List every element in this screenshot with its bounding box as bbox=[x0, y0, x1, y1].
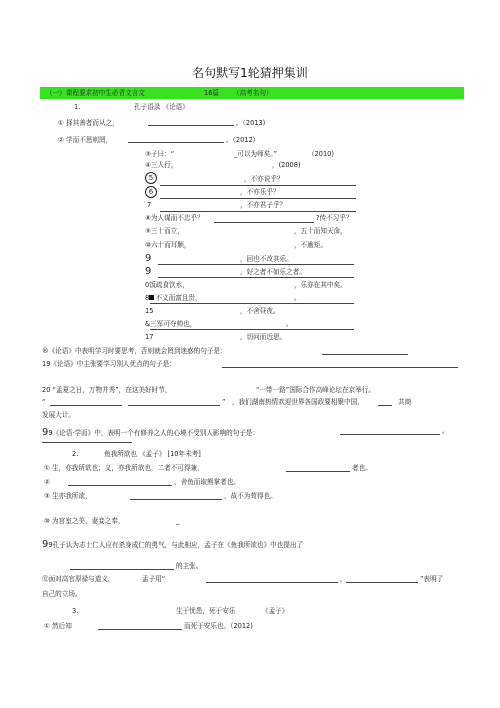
item-number: 17 bbox=[145, 333, 154, 341]
blank-line bbox=[128, 405, 220, 406]
item-text: ⑩六十而耳顺， bbox=[145, 241, 191, 249]
item-text: 。（2012) bbox=[226, 136, 256, 144]
blank-line bbox=[340, 434, 440, 435]
blank-line bbox=[322, 354, 408, 355]
item-text: ，切问而近思。 bbox=[240, 333, 287, 341]
item-number: 9 bbox=[145, 253, 152, 264]
item-text: 0饭疏食饮水， bbox=[145, 281, 189, 289]
item-text: 而死于安乐也。（2012) bbox=[184, 622, 253, 630]
blank-line bbox=[346, 582, 418, 583]
question-text: “ bbox=[42, 398, 46, 406]
item-text: ，舍鱼而取熊掌者也。 bbox=[174, 478, 240, 486]
question-text: 99《论语·学而》中，表明一个有修养之人的心境不受别人影响的句子是： bbox=[42, 427, 260, 438]
item-text: &三军可夺帅也， bbox=[145, 320, 197, 328]
item-text: ，不亦乐乎？ bbox=[240, 188, 280, 196]
blank-line bbox=[206, 582, 338, 583]
question-text: ” bbox=[222, 398, 226, 406]
item-number: 5 bbox=[145, 172, 157, 184]
item-text: ?传不习乎？ bbox=[316, 214, 353, 222]
section-number: 1. bbox=[74, 103, 81, 111]
item-text: ，不逾矩。 bbox=[294, 241, 327, 249]
blank-line bbox=[150, 303, 354, 304]
blank-line bbox=[158, 277, 354, 278]
item-text: ⑧为人谋而不忠乎？ bbox=[145, 214, 204, 222]
blank-line bbox=[286, 471, 350, 472]
item-text: ，不舍昼夜。 bbox=[240, 307, 280, 315]
question-text: ”表明了 bbox=[420, 575, 444, 583]
item-text: 。 bbox=[286, 320, 293, 328]
question-text: 20 “孟夏之日，万物并秀”，在这美好时节， bbox=[42, 386, 172, 394]
item-text: ① 然后知 bbox=[44, 622, 72, 630]
item-text: ① 择其善者而从之， bbox=[58, 119, 119, 127]
blank-line bbox=[130, 499, 222, 500]
question-text: ，我们湖南热情欢迎世界各国政要相聚中国， bbox=[232, 398, 364, 406]
item-text: ，故不为苟得也。 bbox=[224, 492, 277, 500]
question-text: ， bbox=[340, 575, 347, 583]
item-number: 6 bbox=[145, 186, 157, 198]
section-number: 3. bbox=[72, 607, 79, 615]
blank-line bbox=[150, 329, 354, 330]
question-text: ®《论语》中表明学习时要思考，否则就会罔到迷惑的句子是： bbox=[42, 347, 227, 355]
redaction-box bbox=[149, 295, 154, 300]
question-text: 99孔子认为志士仁人应有杀身成仁的勇气，与此相应，孟子在《鱼我所欲也》中也提出了 bbox=[42, 539, 304, 550]
item-text: ，(2008) bbox=[272, 161, 301, 169]
item-text: （2010) bbox=[308, 150, 334, 158]
page-title: 名句默写1轮猜押集训 bbox=[192, 66, 308, 80]
question-text: 。 bbox=[442, 427, 449, 435]
question-text: ⑫面对高官厚禄与道义， bbox=[42, 575, 115, 583]
item-text: ② 学而不思则罔， bbox=[58, 136, 113, 144]
blank-line bbox=[50, 405, 122, 406]
item-text: _ bbox=[176, 517, 180, 525]
banner-right: （高考名句） bbox=[233, 89, 273, 97]
item-text: 者也。 bbox=[352, 464, 372, 472]
blank-line bbox=[128, 142, 224, 143]
item-text: ③子曰：“ bbox=[145, 150, 175, 158]
question-text: 的主张。 bbox=[176, 562, 203, 570]
item-text: _可以为师矣。” bbox=[234, 150, 277, 158]
blank-line bbox=[68, 485, 172, 486]
item-text: ，回也不改其乐。 bbox=[240, 255, 293, 263]
section-heading: 鱼我所欲也 《孟子》 [10年未考] bbox=[104, 450, 201, 458]
item-number: 15 bbox=[145, 307, 154, 315]
blank-line bbox=[158, 264, 354, 265]
banner-count: 16篇 bbox=[204, 89, 219, 97]
question-text: 共商 bbox=[398, 398, 412, 406]
section-number: 2. bbox=[72, 450, 79, 458]
question-text: 孟子用“ bbox=[142, 575, 166, 583]
blank-line bbox=[222, 367, 458, 368]
item-text: 。 bbox=[294, 294, 301, 302]
section-heading: 孔子语录 《论语》 bbox=[134, 103, 189, 111]
item-text: 8 不义而富且贵， bbox=[145, 294, 202, 302]
item-text: ，五十而知天命， bbox=[294, 227, 347, 235]
item-number: 7 bbox=[147, 201, 152, 209]
item-text: ⑩ 为宫室之美，妻妾之奉， bbox=[44, 517, 125, 525]
item-text: ④三人行， bbox=[145, 161, 178, 169]
blank-line bbox=[160, 185, 356, 186]
question-text: 19《论语》中主张要学习别人优点的句子是： bbox=[42, 360, 176, 368]
item-text: ，不亦说乎？ bbox=[244, 175, 284, 183]
blank-line bbox=[148, 125, 234, 126]
blank-line bbox=[214, 222, 314, 223]
item-text: ，乐亦在其中矣。 bbox=[294, 281, 347, 289]
section-banner bbox=[40, 87, 464, 99]
item-text: ，不亦君子乎？ bbox=[240, 201, 287, 209]
blank-line bbox=[42, 442, 132, 443]
blank-line bbox=[98, 629, 182, 630]
blank-line bbox=[378, 405, 392, 406]
blank-line bbox=[70, 569, 174, 570]
item-text: ① 生，亦我所欲也；义，亦我所欲也，二者不可得兼， bbox=[44, 464, 204, 472]
question-text: 发展大计。 bbox=[42, 411, 75, 419]
blank-line bbox=[160, 198, 356, 199]
question-text: 自己的立场。 bbox=[42, 590, 82, 598]
section-author: 《孟子》 bbox=[262, 607, 289, 615]
item-text: ③ 生亦我所欲， bbox=[44, 492, 92, 500]
blank-line bbox=[160, 211, 356, 212]
item-text: ⑨三十而立， bbox=[145, 227, 184, 235]
item-text: 。（2013) bbox=[236, 119, 266, 127]
question-text: “一带一路”国际合作高峰论坛在京举行。 bbox=[256, 386, 375, 394]
item-number: 9 bbox=[145, 266, 152, 277]
banner-left: （一）课程要求初中生必背文言文 bbox=[46, 89, 145, 97]
item-text: ，好之者不如乐之者。 bbox=[240, 268, 306, 276]
item-text: ② bbox=[44, 478, 50, 486]
section-heading: 生于忧患，死于安乐 bbox=[176, 607, 236, 615]
